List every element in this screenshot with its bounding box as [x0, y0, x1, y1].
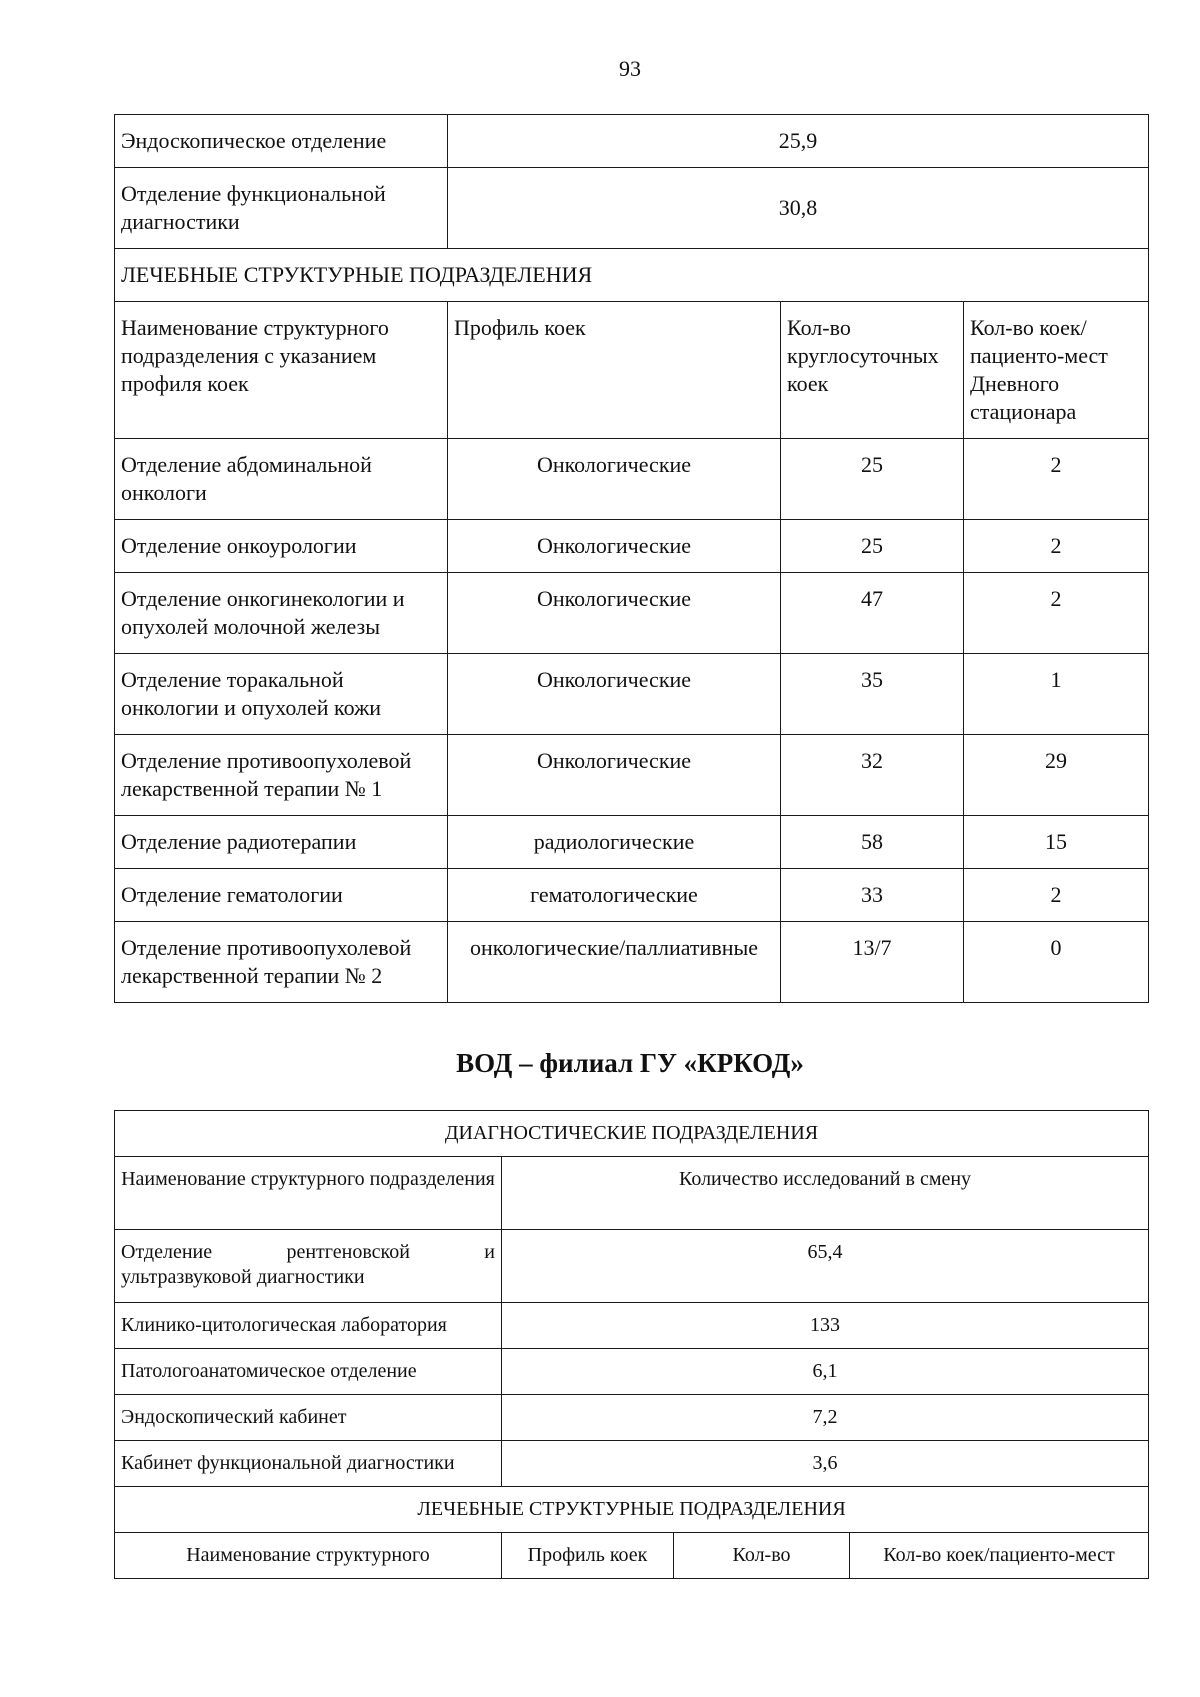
dept-name-cell: Отделение торакальной онкологии и опухолей кожи: [115, 654, 448, 735]
day-beds-cell: 0: [964, 922, 1149, 1003]
column-header-row: [115, 1157, 1149, 1230]
table-row: [115, 654, 1149, 735]
dept-name-cell: Кабинет функциональной диагностики: [115, 1441, 502, 1487]
branch-heading: ВОД – филиал ГУ «КРКОД»: [456, 1048, 804, 1078]
beds-cell: 58: [781, 816, 964, 869]
dept-name-cell: Отделение противоопухолевой лекарственной терапии № 2: [115, 922, 448, 1003]
dept-name-cell: Отделение онкоурологии: [115, 520, 448, 573]
table-row: [115, 816, 1149, 869]
dept-name-cell: Отделение онкогинекологии и опухолей молочной железы: [115, 573, 448, 654]
header-profile: Профиль коек: [502, 1533, 674, 1579]
branch-departments-table: [114, 1110, 1149, 1579]
page-number: 93: [619, 56, 641, 81]
table-row: [115, 1230, 1149, 1303]
table-row: [115, 735, 1149, 816]
table-row: [115, 1349, 1149, 1395]
dept-name-cell: Патологоанатомическое отделение: [115, 1349, 502, 1395]
profile-cell: Онкологические: [448, 439, 781, 520]
table-row: [115, 869, 1149, 922]
table-row: [115, 168, 1149, 249]
studies-value-cell: 30,8: [448, 168, 1149, 249]
header-studies-count: Количество исследований в смену: [502, 1157, 1149, 1230]
day-beds-cell: 15: [964, 816, 1149, 869]
studies-value-cell: 6,1: [502, 1349, 1149, 1395]
dept-name-cell: Клинико-цитологическая лаборатория: [115, 1303, 502, 1349]
profile-cell: гематологические: [448, 869, 781, 922]
section-header-row: [115, 1111, 1149, 1157]
table-row: [115, 1395, 1149, 1441]
section-title: ДИАГНОСТИЧЕСКИЕ ПОДРАЗДЕЛЕНИЯ: [115, 1111, 1149, 1157]
table-row: [115, 573, 1149, 654]
profile-cell: Онкологические: [448, 654, 781, 735]
dept-name-cell: Отделение функциональной диагностики: [115, 168, 448, 249]
header-name: Наименование структурного подразделения: [115, 1157, 502, 1230]
dept-name-cell: [115, 1230, 502, 1303]
departments-table-continued: [114, 114, 1149, 1003]
section-title: ЛЕЧЕБНЫЕ СТРУКТУРНЫЕ ПОДРАЗДЕЛЕНИЯ: [115, 1487, 1149, 1533]
table-row: [115, 439, 1149, 520]
studies-value-cell: 3,6: [502, 1441, 1149, 1487]
section-title: ЛЕЧЕБНЫЕ СТРУКТУРНЫЕ ПОДРАЗДЕЛЕНИЯ: [115, 249, 1149, 302]
table-row: [115, 1441, 1149, 1487]
beds-cell: 47: [781, 573, 964, 654]
dept-name-cell: Эндоскопический кабинет: [115, 1395, 502, 1441]
day-beds-cell: 2: [964, 869, 1149, 922]
table-row: [115, 1303, 1149, 1349]
day-beds-cell: 2: [964, 439, 1149, 520]
header-day-stationary: Кол-во коек/пациенто-мест: [850, 1533, 1149, 1579]
beds-cell: 32: [781, 735, 964, 816]
header-beds: Кол-во круглосуточных коек: [781, 302, 964, 439]
profile-cell: онкологические/паллиативные: [448, 922, 781, 1003]
profile-cell: Онкологические: [448, 520, 781, 573]
table-row: [115, 115, 1149, 168]
dept-name-cell: Отделение противоопухолевой лекарственной терапии № 1: [115, 735, 448, 816]
studies-value-cell: 7,2: [502, 1395, 1149, 1441]
table-row: [115, 922, 1149, 1003]
beds-cell: 25: [781, 439, 964, 520]
header-beds: Кол-во: [674, 1533, 850, 1579]
dept-name-line: Отделение рентгеновской и: [121, 1241, 495, 1263]
dept-name-line: ультразвуковой диагностики: [121, 1266, 365, 1288]
header-name: Наименование структурного подразделения с указанием профиля коек: [115, 302, 448, 439]
table-row: [115, 520, 1149, 573]
header-profile: Профиль коек: [448, 302, 781, 439]
profile-cell: радиологические: [448, 816, 781, 869]
column-header-row: [115, 302, 1149, 439]
day-beds-cell: 29: [964, 735, 1149, 816]
header-name: Наименование структурного: [115, 1533, 502, 1579]
column-header-row: [115, 1533, 1149, 1579]
dept-name-cell: Отделение абдоминальной онкологи: [115, 439, 448, 520]
beds-cell: 33: [781, 869, 964, 922]
section-header-row: [115, 249, 1149, 302]
beds-cell: 13/7: [781, 922, 964, 1003]
dept-name-cell: Отделение радиотерапии: [115, 816, 448, 869]
day-beds-cell: 2: [964, 520, 1149, 573]
dept-name-cell: Эндоскопическое отделение: [115, 115, 448, 168]
section-header-row: [115, 1487, 1149, 1533]
day-beds-cell: 1: [964, 654, 1149, 735]
dept-name-cell: Отделение гематологии: [115, 869, 448, 922]
beds-cell: 35: [781, 654, 964, 735]
day-beds-cell: 2: [964, 573, 1149, 654]
profile-cell: Онкологические: [448, 735, 781, 816]
header-day-stationary: Кол-во коек/пациенто-мест Дневного стационара: [964, 302, 1149, 439]
studies-value-cell: 65,4: [502, 1230, 1149, 1303]
studies-value-cell: 25,9: [448, 115, 1149, 168]
beds-cell: 25: [781, 520, 964, 573]
profile-cell: Онкологические: [448, 573, 781, 654]
studies-value-cell: 133: [502, 1303, 1149, 1349]
